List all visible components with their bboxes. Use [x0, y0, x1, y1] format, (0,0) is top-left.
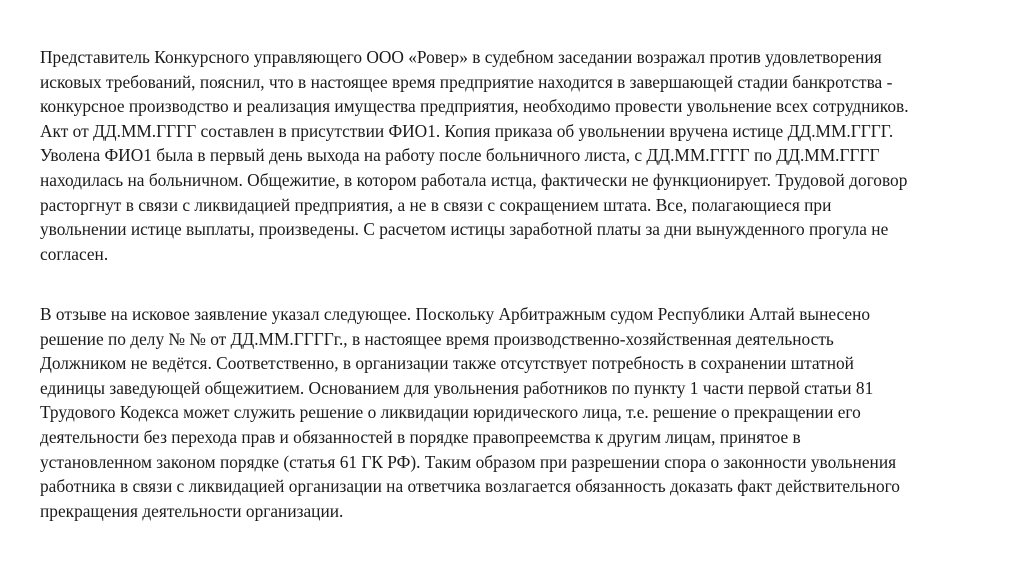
text-line: Представитель Конкурсного управляющего ООО «Ровер» в судебном заседании возражал против удовлетворения	[40, 47, 882, 67]
text-line: исковых требований, пояснил, что в настоящее время предприятие находится в завершающей стадии банкротства -	[40, 71, 893, 92]
text-line: Акт от ДД.ММ.ГГГГ составлен в присутствии ФИО1. Копия приказа об увольнении вручена истице ДД.ММ.ГГГГ.	[40, 120, 894, 141]
paragraph-2	[40, 302, 1000, 523]
text-line: конкурсное производство и реализация имущества предприятия, необходимо провести увольнение всех сотрудников.	[40, 96, 909, 117]
text-line: согласен.	[40, 243, 109, 264]
text-line: находилась на больничном. Общежитие, в котором работала истца, фактически не функционирует. Трудовой договор	[40, 169, 908, 190]
text-line: работника в связи с ликвидацией организации на ответчика возлагается обязанность доказать факт действительного	[40, 476, 900, 497]
text-line: решение по делу № № от ДД.ММ.ГГГГг., в настоящее время производственно-хозяйственная деятельность	[40, 328, 834, 349]
text-line: В отзыве на исковое заявление указал следующее. Поскольку Арбитражным судом Республики Алтай вынесено	[40, 304, 871, 324]
text-line: прекращения деятельности организации.	[40, 500, 344, 521]
text-line: увольнении истице выплаты, произведены. С расчетом истицы заработной платы за дни вынужденного прогула не	[40, 219, 889, 240]
text-line: установленном законом порядке (статья 61 ГК РФ). Таким образом при разрешении спора о законности увольнения	[40, 451, 897, 472]
text-line: Уволена ФИО1 была в первый день выхода на работу после больничного листа, с ДД.ММ.ГГГГ по ДД.ММ.ГГГГ	[40, 145, 880, 166]
text-line: Должником не ведётся. Соответственно, в организации также отсутствует потребность в сохранении штатной	[40, 353, 854, 374]
text-line: Трудового Кодекса может служить решение о ликвидации юридического лица, т.е. решение о прекращении его	[40, 402, 861, 423]
text-line: расторгнут в связи с ликвидацией предприятия, а не в связи с сокращением штата. Все, полагающиеся при	[40, 194, 832, 215]
text-line: деятельности без перехода прав и обязанностей в порядке правопреемства к другим лицам, принятое в	[40, 426, 801, 447]
text-line: единицы заведующей общежитием. Основанием для увольнения работников по пункту 1 части первой статьи 81	[40, 377, 874, 398]
paragraph-1	[40, 45, 1000, 266]
